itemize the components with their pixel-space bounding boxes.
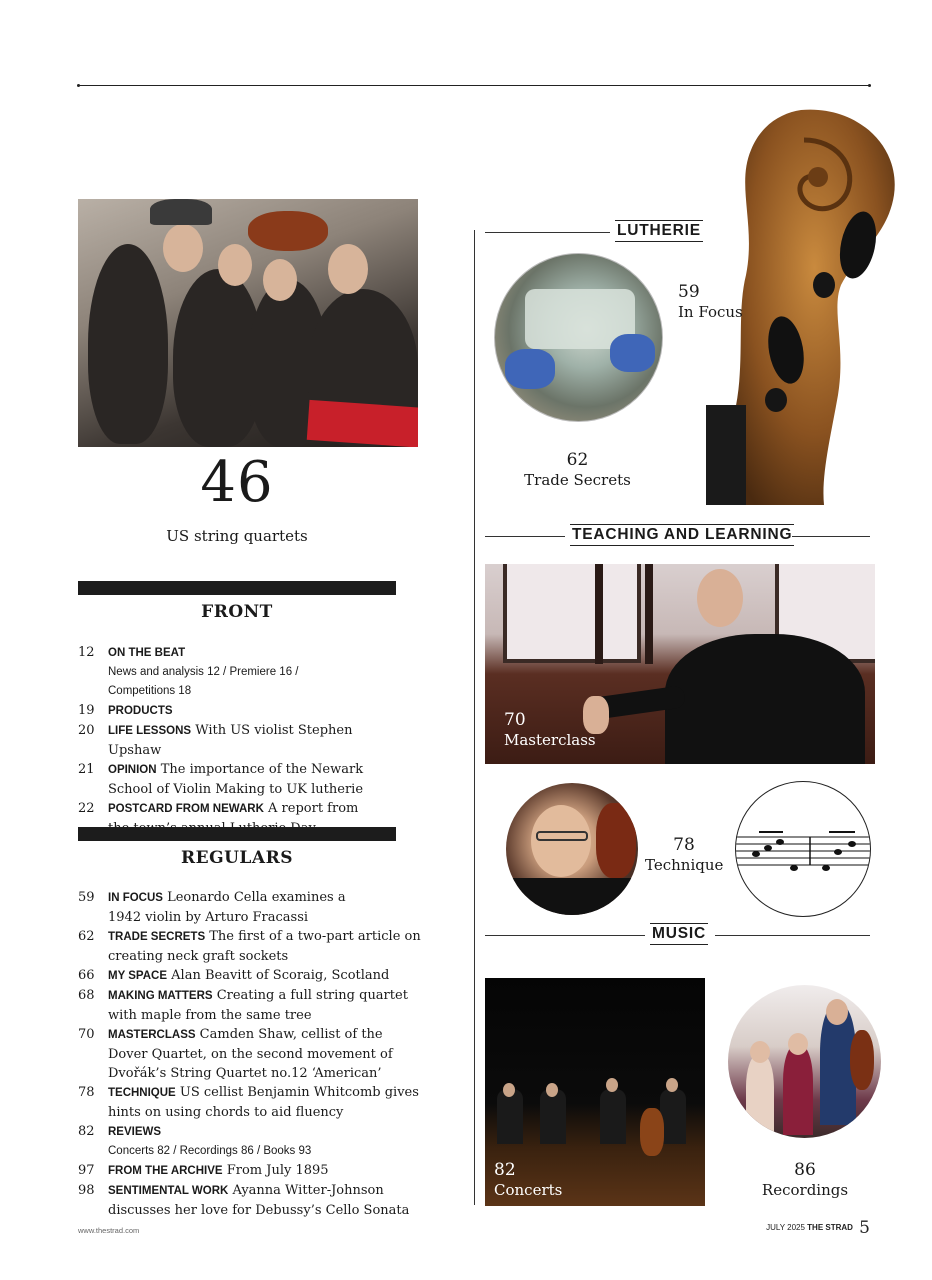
footer-folio: [766, 1218, 870, 1238]
regulars-toc: [78, 888, 421, 1220]
toc-page: 12: [78, 645, 95, 660]
toc-item[interactable]: [78, 760, 368, 799]
toc-text: The importance of the Newark School of Violin Making to UK lutherie: [108, 762, 364, 797]
toc-title: PRODUCTS: [108, 705, 173, 717]
toc-title: MY SPACE: [108, 970, 168, 982]
front-toc: [78, 643, 408, 838]
toc-title: FROM THE ARCHIVE: [108, 1165, 223, 1177]
toc-text: With US violist Stephen Upshaw: [108, 723, 353, 758]
toc-text: Alan Beavitt of Scoraig, Scotland: [167, 968, 390, 983]
toc-text: Camden Shaw, cellist of the Dover Quartet, on the second movement of Dvořák’s String Quartet no.12 ‘American’: [108, 1027, 393, 1081]
recordings-photo: [728, 985, 881, 1138]
toc-title: POSTCARD FROM NEWARK: [108, 803, 264, 815]
toc-title: IN FOCUS: [108, 892, 163, 904]
recordings-label[interactable]: [750, 1160, 860, 1200]
cover-story-caption: US string quartets: [166, 527, 308, 545]
lutherie-rule: [485, 232, 610, 233]
toc-text: A report from: [268, 801, 359, 816]
technique-notation-image: [735, 781, 871, 917]
teaching-rule-right: [792, 536, 870, 537]
front-section-bar: [78, 581, 396, 595]
concerts-label[interactable]: [494, 1160, 562, 1200]
in-focus-page: 59: [678, 282, 700, 302]
lutherie-heading: LUTHERIE: [615, 220, 703, 242]
toc-title: TRADE SECRETS: [108, 931, 206, 943]
toc-sub: News and analysis 12 / Premiere 16 / Competitions 18: [108, 666, 299, 697]
column-divider: [474, 230, 475, 1205]
toc-text: Leonardo Cella examines a 1942 violin by Arturo Fracassi: [108, 890, 346, 925]
masterclass-title: Masterclass: [504, 731, 596, 749]
trade-secrets-label[interactable]: [520, 450, 635, 490]
toc-item[interactable]: [78, 986, 408, 1025]
toc-item[interactable]: [78, 927, 423, 966]
front-heading: FRONT: [201, 602, 273, 622]
trade-secrets-page: 62: [566, 450, 589, 470]
footer-website[interactable]: www.thestrad.com: [78, 1226, 140, 1235]
toc-title: REVIEWS: [108, 1126, 162, 1138]
toc-title: TECHNIQUE: [108, 1087, 176, 1099]
toc-title: LIFE LESSONS: [108, 725, 192, 737]
toc-item[interactable]: [78, 888, 363, 927]
technique-label[interactable]: [645, 835, 723, 875]
toc-page: 70: [78, 1027, 95, 1042]
page-number: 5: [859, 1218, 870, 1238]
toc-page: 19: [78, 703, 95, 718]
toc-page: 66: [78, 968, 95, 983]
technique-portrait-photo: [506, 783, 638, 915]
footer-issue: JULY 2025: [766, 1223, 805, 1232]
toc-item[interactable]: [78, 1122, 408, 1161]
toc-item[interactable]: [78, 966, 428, 986]
recordings-page: 86: [794, 1160, 816, 1180]
toc-page: 82: [78, 1124, 95, 1139]
toc-item[interactable]: [78, 721, 408, 760]
toc-title: OPINION: [108, 764, 157, 776]
toc-sub: Concerts 82 / Recordings 86 / Books 93: [108, 1145, 312, 1157]
toc-item[interactable]: [78, 643, 358, 701]
in-focus-label[interactable]: [678, 282, 743, 322]
toc-page: 78: [78, 1085, 95, 1100]
toc-text: Ayanna Witter-Johnson discusses her love for Debussy’s Cello Sonata: [108, 1183, 410, 1218]
music-rule-right: [715, 935, 870, 936]
toc-text: Creating a full string quartet with maple from the same tree: [108, 988, 408, 1023]
footer-magazine: THE STRAD: [807, 1223, 853, 1232]
toc-page: 98: [78, 1183, 95, 1198]
toc-page: 62: [78, 929, 95, 944]
recordings-title: Recordings: [761, 1181, 849, 1199]
teaching-rule-left: [485, 536, 565, 537]
toc-text: From July 1895: [222, 1163, 329, 1178]
toc-title: SENTIMENTAL WORK: [108, 1185, 229, 1197]
masterclass-label[interactable]: [504, 710, 596, 750]
toc-text: US cellist Benjamin Whitcomb gives hints on using chords to aid fluency: [108, 1085, 419, 1120]
toc-page: 97: [78, 1163, 95, 1178]
regulars-heading: REGULARS: [181, 848, 293, 868]
teaching-heading: TEACHING AND LEARNING: [570, 524, 794, 546]
music-rule-left: [485, 935, 645, 936]
toc-page: 21: [78, 762, 95, 777]
toc-title: ON THE BEAT: [108, 647, 186, 659]
in-focus-title: In Focus: [678, 303, 743, 321]
toc-item[interactable]: [78, 1025, 418, 1083]
toc-item[interactable]: [78, 1083, 423, 1122]
concerts-page: 82: [494, 1160, 516, 1180]
toc-item[interactable]: [78, 1181, 428, 1220]
technique-title: Technique: [645, 856, 724, 874]
top-rule: [78, 85, 870, 86]
technique-page: 78: [673, 835, 695, 855]
toc-title: MAKING MATTERS: [108, 990, 213, 1002]
concerts-title: Concerts: [494, 1181, 563, 1199]
toc-page: 20: [78, 723, 95, 738]
toc-page: 22: [78, 801, 95, 816]
cover-story-page: 46: [200, 450, 274, 515]
cover-photo-quartet: [78, 199, 418, 447]
masterclass-page: 70: [504, 710, 526, 730]
trade-secrets-title: Trade Secrets: [524, 471, 631, 489]
trade-secrets-photo: [494, 253, 663, 422]
toc-title: MASTERCLASS: [108, 1029, 196, 1041]
toc-item[interactable]: [78, 701, 408, 721]
music-heading: MUSIC: [650, 923, 708, 945]
toc-text: The first of a two-part article on creating neck graft sockets: [108, 929, 421, 964]
toc-page: 59: [78, 890, 95, 905]
regulars-section-bar: [78, 827, 396, 841]
toc-item[interactable]: [78, 1161, 408, 1181]
toc-page: 68: [78, 988, 95, 1003]
